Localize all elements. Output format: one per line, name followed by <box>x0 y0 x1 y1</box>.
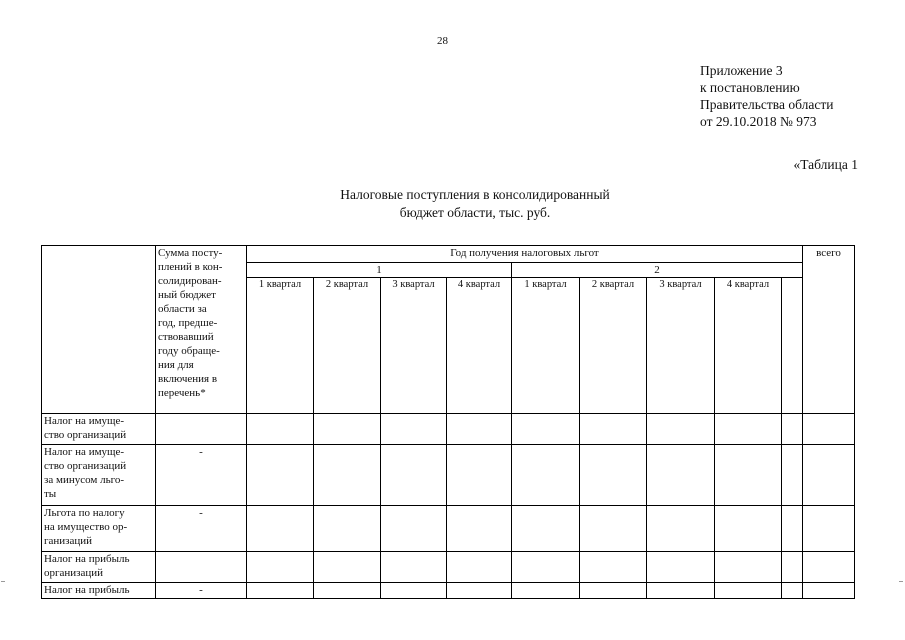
appendix-line: к постановлению <box>700 80 800 95</box>
row-label <box>42 583 156 599</box>
appendix-line: Приложение 3 <box>700 63 783 78</box>
appendix-block <box>700 62 833 130</box>
row-label <box>42 506 156 552</box>
data-cell <box>782 445 803 506</box>
row-label-line: Налог на прибыль <box>44 553 130 565</box>
data-cell <box>447 506 512 552</box>
header-line: включения в <box>158 373 218 385</box>
data-cell <box>715 445 782 506</box>
data-cell <box>647 414 715 445</box>
data-cell <box>381 583 447 599</box>
row-label <box>42 552 156 583</box>
sum-column-header <box>156 246 247 414</box>
data-cell <box>447 552 512 583</box>
data-cell <box>314 506 381 552</box>
table-row <box>42 583 855 599</box>
data-cell <box>782 506 803 552</box>
data-cell <box>647 506 715 552</box>
row-label-header <box>42 246 156 414</box>
data-cell <box>381 506 447 552</box>
table-row <box>42 552 855 583</box>
data-cell <box>314 583 381 599</box>
sum-cell <box>156 414 247 445</box>
row-label-line: Налог на прибыль <box>44 584 130 596</box>
data-cell <box>512 506 580 552</box>
data-cell <box>314 445 381 506</box>
table-label: «Таблица 1 <box>793 157 858 172</box>
data-cell <box>512 445 580 506</box>
year-1-header: 1 <box>247 263 512 278</box>
data-cell <box>782 414 803 445</box>
data-cell <box>247 583 314 599</box>
row-label-line: за минусом льго- <box>44 474 125 486</box>
data-cell <box>247 552 314 583</box>
quarter-header: 3 квартал <box>381 278 447 414</box>
data-cell <box>803 506 855 552</box>
header-line: году обраще- <box>158 345 220 357</box>
header-line: перечень* <box>158 387 206 399</box>
edge-mark <box>899 581 903 582</box>
data-cell <box>447 445 512 506</box>
data-cell <box>803 414 855 445</box>
data-cell <box>715 506 782 552</box>
data-cell <box>512 552 580 583</box>
spacer-cell <box>782 278 803 414</box>
table-row <box>42 445 855 506</box>
data-cell <box>314 414 381 445</box>
data-cell <box>782 552 803 583</box>
header-line: солидирован- <box>158 275 222 287</box>
header-line: год, предше- <box>158 317 218 329</box>
quarter-header: 1 квартал <box>247 278 314 414</box>
data-cell <box>647 583 715 599</box>
appendix-line: Правительства области <box>700 97 834 112</box>
row-label-line: Налог на имуще- <box>44 446 125 458</box>
row-label <box>42 414 156 445</box>
quarter-header: 1 квартал <box>512 278 580 414</box>
quarter-header: 4 квартал <box>715 278 782 414</box>
row-label-line: организаций <box>44 567 104 579</box>
row-label-line: Налог на имуще- <box>44 415 125 427</box>
data-cell <box>381 445 447 506</box>
data-cell <box>580 414 647 445</box>
data-cell <box>647 552 715 583</box>
sum-cell: - <box>156 583 247 599</box>
data-cell <box>715 583 782 599</box>
data-cell <box>803 445 855 506</box>
data-cell <box>715 414 782 445</box>
data-cell <box>647 445 715 506</box>
sum-cell <box>156 552 247 583</box>
data-cell <box>580 583 647 599</box>
title-line: Налоговые поступления в консолидированный <box>340 187 610 202</box>
data-cell <box>447 414 512 445</box>
header-line: ствовавший <box>158 331 214 343</box>
data-cell <box>512 414 580 445</box>
data-cell <box>247 445 314 506</box>
row-label-line: Льгота по налогу <box>44 507 125 519</box>
appendix-line: от 29.10.2018 № 973 <box>700 114 817 129</box>
data-cell <box>381 414 447 445</box>
data-cell <box>447 583 512 599</box>
quarter-header: 2 квартал <box>314 278 381 414</box>
edge-mark <box>1 581 5 582</box>
data-cell <box>580 506 647 552</box>
data-cell <box>803 583 855 599</box>
data-cell <box>803 552 855 583</box>
table-row <box>42 506 855 552</box>
data-cell <box>314 552 381 583</box>
data-cell <box>580 445 647 506</box>
quarter-header: 2 квартал <box>580 278 647 414</box>
header-line: ния для <box>158 359 194 371</box>
quarter-header: 3 квартал <box>647 278 715 414</box>
tax-revenue-table <box>41 245 855 599</box>
total-header: всего <box>803 246 855 414</box>
row-label <box>42 445 156 506</box>
data-cell <box>580 552 647 583</box>
header-line: Сумма посту- <box>158 247 223 259</box>
header-line: плений в кон- <box>158 261 223 273</box>
quarter-header: 4 квартал <box>447 278 512 414</box>
table-row <box>42 414 855 445</box>
sum-cell: - <box>156 445 247 506</box>
sum-cell: - <box>156 506 247 552</box>
data-cell <box>247 506 314 552</box>
data-cell <box>247 414 314 445</box>
header-line: ный бюджет <box>158 289 216 301</box>
row-label-line: ство организаций <box>44 429 127 441</box>
row-label-line: ганизаций <box>44 535 93 547</box>
year-2-header: 2 <box>512 263 803 278</box>
data-cell <box>381 552 447 583</box>
title-line: бюджет области, тыс. руб. <box>399 205 551 220</box>
data-cell <box>715 552 782 583</box>
row-label-line: на имущество ор- <box>44 521 128 533</box>
row-label-line: ты <box>44 488 57 500</box>
year-header: Год получения налоговых льгот <box>247 246 803 263</box>
page-number: 28 <box>437 35 448 47</box>
row-label-line: ство организаций <box>44 460 127 472</box>
document-title <box>300 186 650 222</box>
header-line: области за <box>158 303 207 315</box>
data-cell <box>512 583 580 599</box>
data-cell <box>782 583 803 599</box>
